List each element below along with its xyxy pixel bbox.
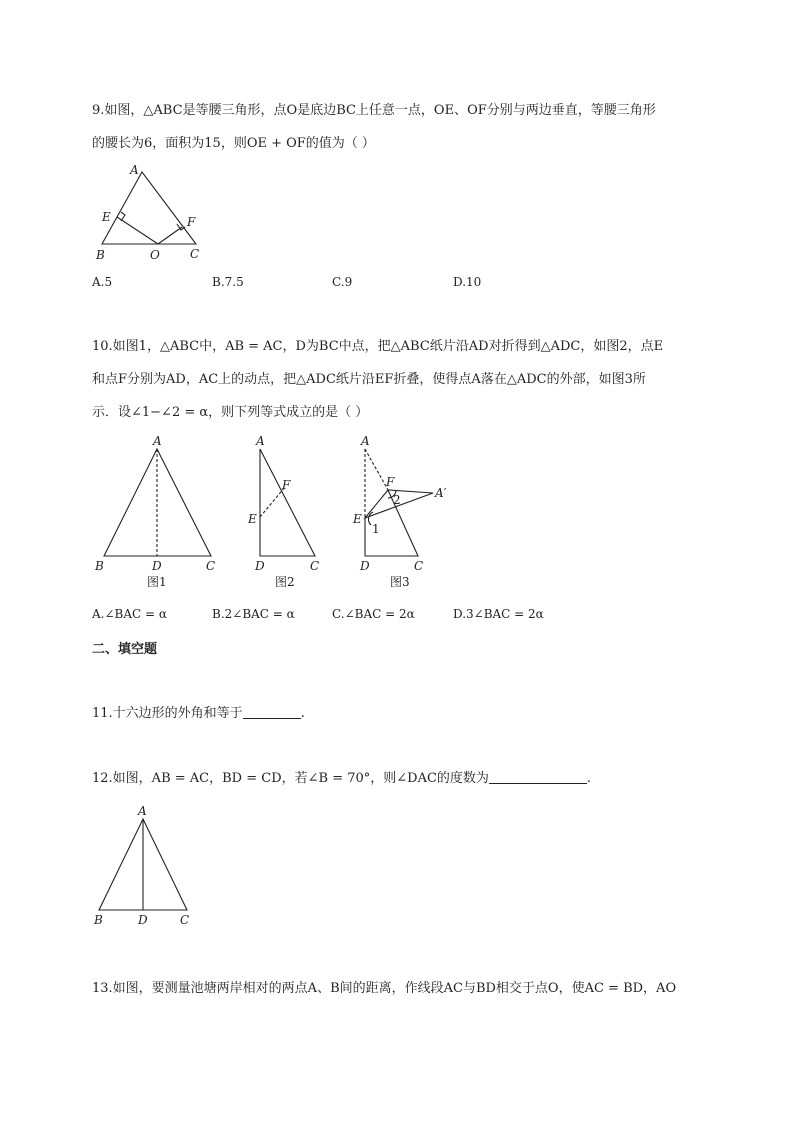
- q10-fig3-label-aprime: A′: [435, 486, 447, 500]
- q10-fig3-label-1: 1: [372, 522, 380, 536]
- q9-option-a[interactable]: A.5: [92, 275, 113, 289]
- q10-fig3-label-f: F: [386, 475, 395, 489]
- q11-answer-blank[interactable]: [243, 706, 301, 719]
- q10-fig2-label-d: D: [255, 559, 265, 573]
- q10-fig2-triangle: [260, 449, 315, 556]
- q10-option-d[interactable]: D.3∠BAC = 2α: [453, 607, 544, 621]
- q10-fig3-label-d: D: [360, 559, 370, 573]
- q10-fig2-label-f: F: [282, 478, 291, 492]
- q10-figure-2: [245, 432, 335, 592]
- q10-option-b[interactable]: B.2∠BAC = α: [212, 607, 295, 621]
- q9-figure: [92, 160, 222, 266]
- q10-fig2-label-e: E: [248, 512, 257, 526]
- q10-fig1-label-a: A: [153, 434, 162, 448]
- q10-fig3-label-2: 2: [393, 493, 401, 507]
- q12-label-d: D: [138, 913, 148, 927]
- q9-label-o: O: [150, 248, 160, 262]
- q10-fig2-caption: 图2: [275, 575, 295, 589]
- q9-label-c: C: [190, 247, 200, 261]
- q9-option-c[interactable]: C.9: [332, 275, 353, 289]
- section-heading-fill-in: 二、填空题: [92, 642, 158, 657]
- q10-option-c[interactable]: C.∠BAC = 2α: [332, 607, 415, 621]
- q10-text-line1: 10.如图1，△ABC中，AB = AC，D为BC中点，把△ABC纸片沿AD对折得到△ADC，如图2，点E: [92, 339, 664, 354]
- q9-segment-of: [158, 227, 182, 244]
- q10-fig1-label-d: D: [152, 559, 162, 573]
- q10-fig3-label-e: E: [353, 512, 362, 526]
- q10-text-line2: 和点F分别为AD，AC上的动点，把△ADC纸片沿EF折叠，使得点A落在△ADC的外部，如图3所: [92, 372, 646, 387]
- q9-right-angle-e: [121, 212, 125, 221]
- q12-label-b: B: [94, 913, 103, 927]
- q10-fig1-caption: 图1: [147, 575, 167, 589]
- q9-label-e: E: [102, 210, 111, 224]
- q10-option-a[interactable]: A.∠BAC = α: [92, 607, 167, 621]
- q12-label-a: A: [138, 804, 147, 818]
- q12-figure: [92, 800, 202, 930]
- q13-text: 13.如图，要测量池塘两岸相对的两点A、B间的距离，作线段AC与BD相交于点O，使AC = BD，AO: [92, 981, 677, 996]
- q11-text: 11.十六边形的外角和等于: [92, 706, 243, 721]
- q10-fig3-label-a: A: [361, 434, 370, 448]
- q9-text-line1: 9.如图，△ABC是等腰三角形，点O是底边BC上任意一点，OE、OF分别与两边垂直，等腰三角形: [92, 103, 656, 118]
- q11-tail: .: [300, 706, 305, 721]
- q10-fig3-caption: 图3: [390, 575, 410, 589]
- q10-fig3-label-c: C: [414, 559, 424, 573]
- q9-text-line2: 的腰长为6，面积为15，则OE + OF的值为（ ）: [92, 136, 375, 151]
- q11-line: [92, 705, 305, 723]
- q10-fig1-label-c: C: [206, 559, 216, 573]
- q12-answer-blank[interactable]: [489, 771, 587, 784]
- q9-option-b[interactable]: B.7.5: [212, 275, 244, 289]
- q9-triangle-abc: [102, 172, 196, 244]
- q9-label-f: F: [187, 215, 196, 229]
- q10-fig2-label-c: C: [310, 559, 320, 573]
- q12-tail: .: [586, 771, 592, 786]
- q10-fig1-label-b: B: [95, 559, 104, 573]
- q10-fig3-dashed-af: [365, 449, 388, 490]
- q9-label-b: B: [96, 248, 105, 262]
- q10-figure-3: [350, 432, 460, 592]
- q9-segment-oe: [117, 217, 158, 244]
- q10-fig2-label-a: A: [256, 434, 265, 448]
- q9-label-a: A: [130, 163, 139, 177]
- q12-text: 12.如图，AB = AC，BD = CD，若∠B = 70°，则∠DAC的度数为: [92, 771, 489, 786]
- q9-option-d[interactable]: D.10: [453, 275, 482, 289]
- q12-line: [92, 770, 591, 788]
- q10-figure-1: [92, 432, 222, 592]
- q12-label-c: C: [180, 913, 190, 927]
- q10-text-line3: 示．设∠1−∠2 = α，则下列等式成立的是（ ）: [92, 405, 369, 420]
